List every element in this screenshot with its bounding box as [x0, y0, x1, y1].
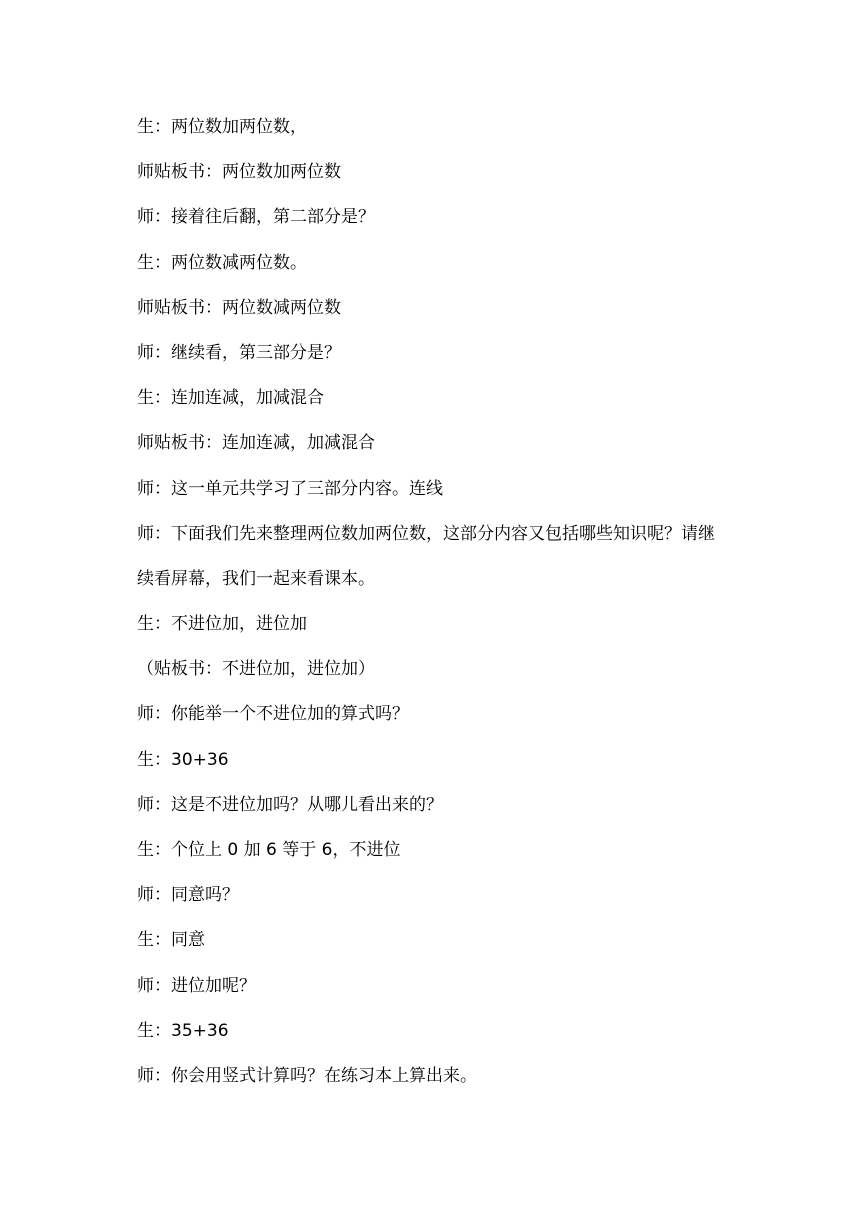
text-line: 生：30+36	[137, 749, 229, 770]
document-body	[137, 111, 737, 1105]
text-line: 师贴板书：两位数减两位数	[137, 297, 341, 318]
text-line: 师贴板书：连加连减，加减混合	[137, 433, 375, 454]
text-line: 师：你会用竖式计算吗？在练习本上算出来。	[137, 1065, 477, 1086]
text-line: 师：你能举一个不进位加的算式吗？	[137, 704, 409, 725]
text-line: 师：同意吗？	[137, 885, 239, 906]
text-line: 生：同意	[137, 930, 205, 951]
text-line: 生：两位数加两位数，	[137, 117, 307, 137]
text-line: 生：不进位加，进位加	[137, 614, 307, 635]
text-line: 生：两位数减两位数。	[137, 252, 307, 273]
text-line: 生：个位上 0 加 6 等于 6，不进位	[137, 840, 401, 860]
text-line: 生：连加连减，加减混合	[137, 388, 324, 409]
text-line: 师：这一单元共学习了三部分内容。连线	[137, 478, 443, 499]
text-line: 师：进位加呢？	[137, 975, 256, 996]
text-line: 师：接着往后翻，第二部分是？	[137, 207, 375, 228]
text-line: 续看屏幕，我们一起来看课本。	[137, 568, 375, 589]
text-line: 生：35+36	[137, 1020, 229, 1041]
text-line: 师贴板书：两位数加两位数	[137, 162, 341, 183]
text-line: 师：继续看，第三部分是？	[137, 342, 341, 363]
text-line: 师：下面我们先来整理两位数加两位数，这部分内容又包括哪些知识呢？请继	[137, 523, 715, 544]
text-line: 师：这是不进位加吗？从哪儿看出来的？	[137, 794, 443, 815]
text-line: （贴板书：不进位加，进位加）	[137, 659, 375, 680]
